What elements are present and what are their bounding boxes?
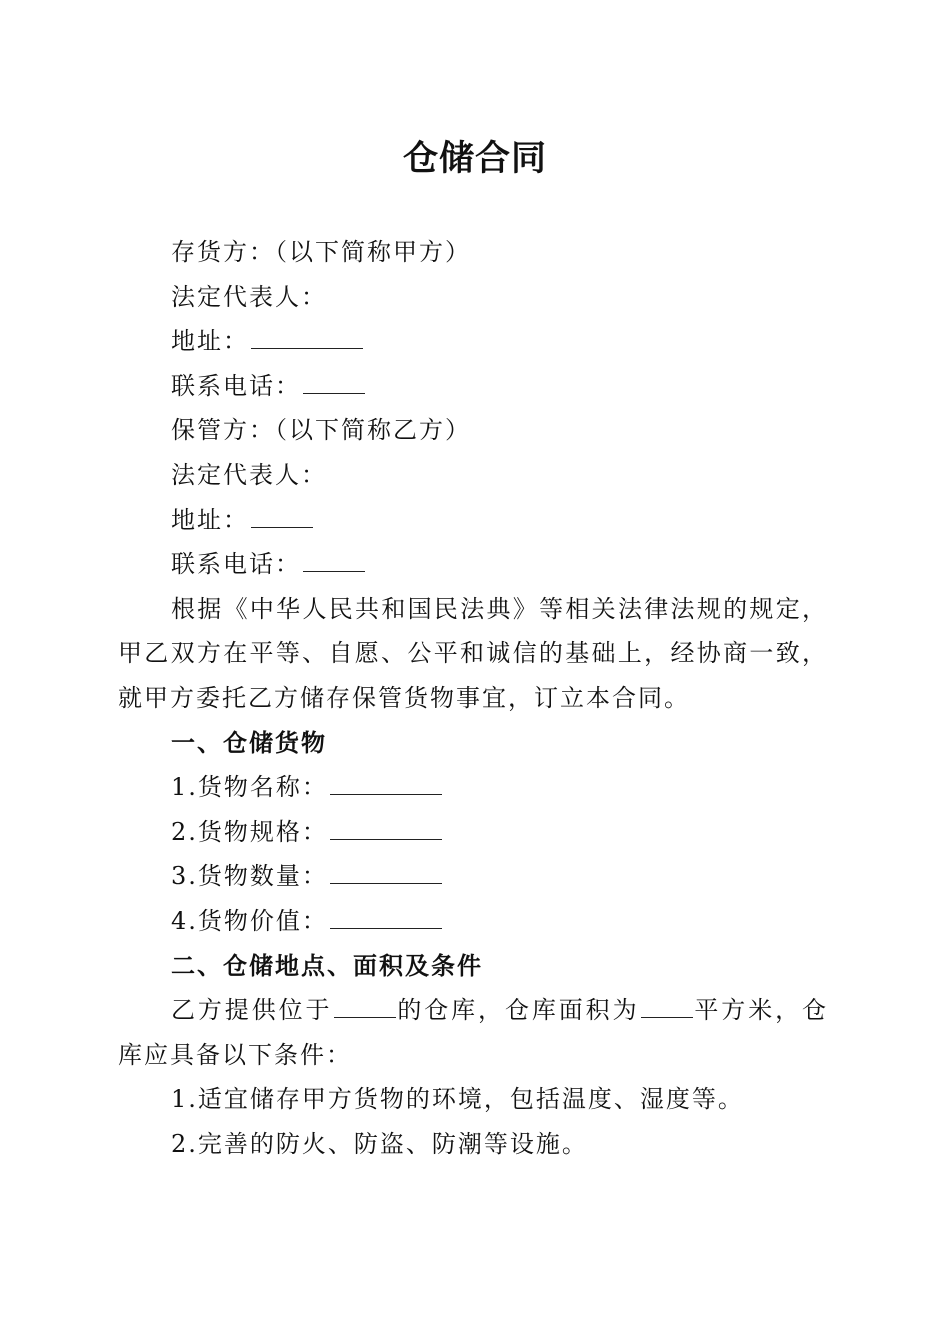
party-b-address-blank (251, 505, 313, 528)
warehouse-area-blank (641, 995, 693, 1018)
warehouse-text-c: 平方米，仓库应具备以下条件： (118, 996, 829, 1069)
party-b-address (118, 498, 828, 543)
warehouse-text-b: 的仓库，仓库面积为 (396, 996, 640, 1025)
section-1-heading: 一、仓储货物 (171, 728, 327, 757)
condition-1: 1.适宜储存甲方货物的环境，包括温度、湿度等。 (171, 1085, 744, 1114)
section-2-heading: 二、仓储地点、面积及条件 (171, 951, 483, 980)
goods-spec-label: 2.货物规格： (171, 817, 328, 846)
party-a-address (118, 319, 828, 364)
party-b-phone (118, 542, 828, 587)
goods-spec-blank (330, 817, 442, 840)
goods-name-line (118, 765, 828, 810)
goods-value-label: 4.货物价值： (171, 906, 328, 935)
warehouse-text-a: 乙方提供位于 (171, 996, 333, 1025)
goods-qty-label: 3.货物数量： (171, 862, 328, 891)
party-a-phone-label: 联系电话： (171, 371, 301, 400)
goods-value-blank (330, 906, 442, 929)
condition-2: 2.完善的防火、防盗、防潮等设施。 (171, 1129, 588, 1158)
goods-qty-blank (330, 861, 442, 884)
goods-name-blank (330, 772, 442, 795)
document-title: 仓储合同 (402, 139, 547, 179)
goods-qty-line (118, 854, 828, 899)
goods-value-line (118, 899, 828, 944)
party-a-label: 存货方：（以下简称甲方） (171, 238, 471, 266)
party-b-label: 保管方：（以下简称乙方） (171, 416, 471, 445)
party-a-address-blank (251, 326, 363, 349)
party-b-phone-label: 联系电话： (171, 550, 301, 579)
goods-name-label: 1.货物名称： (171, 773, 328, 802)
party-a-phone-blank (303, 371, 365, 394)
document-body (118, 230, 828, 1166)
warehouse-paragraph (118, 988, 828, 1077)
party-b-address-label: 地址： (171, 505, 249, 534)
goods-spec-line (118, 810, 828, 855)
warehouse-location-blank (334, 995, 396, 1018)
party-a-phone (118, 364, 828, 409)
party-a-address-label: 地址： (171, 327, 249, 356)
party-b-rep: 法定代表人： (171, 460, 327, 489)
preamble-paragraph: 根据《中华人民共和国民法典》等相关法律法规的规定，甲乙双方在平等、自愿、公平和诚信的基础上，经协商一致，就甲方委托乙方储存保管货物事宜，订立本合同。 (118, 594, 828, 712)
party-b-phone-blank (303, 549, 365, 572)
party-a-rep: 法定代表人： (171, 282, 327, 311)
